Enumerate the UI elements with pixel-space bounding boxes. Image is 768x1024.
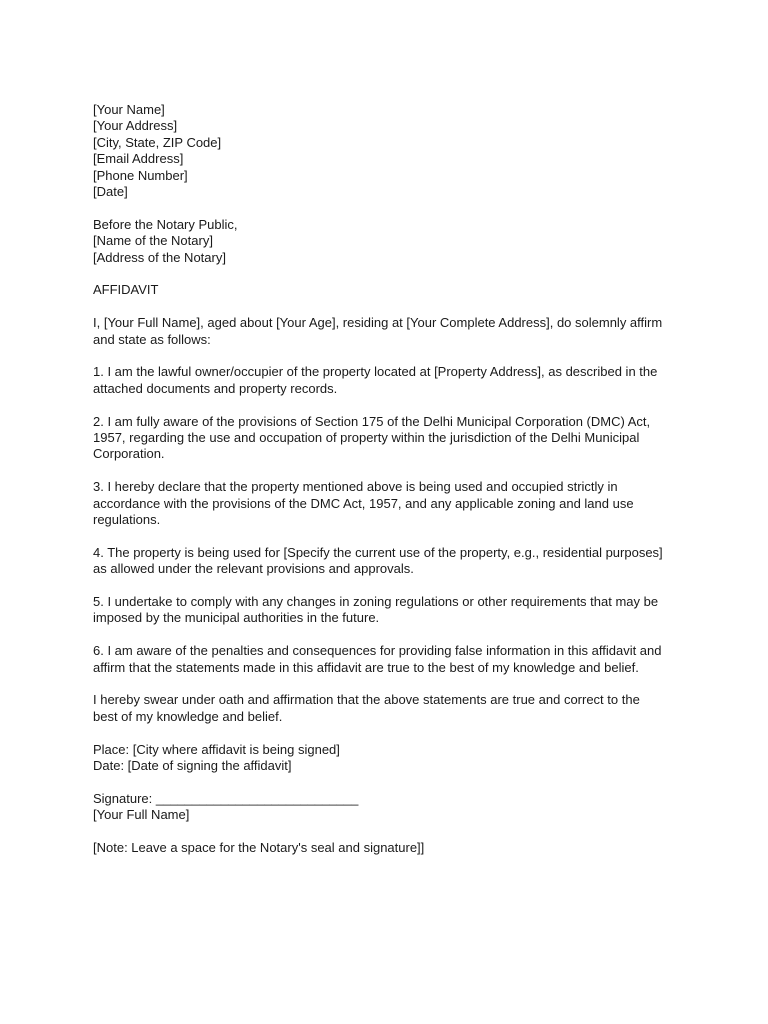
signature-line: Signature: ____________________________ — [93, 790, 359, 806]
clause-3 — [93, 479, 683, 528]
spacer — [93, 578, 683, 594]
spacer — [93, 824, 683, 840]
clause-line: imposed by the municipal authorities in the future. — [93, 610, 380, 626]
spacer — [93, 299, 683, 315]
sender-email: [Email Address] — [93, 151, 184, 167]
clause-line: Corporation. — [93, 446, 165, 462]
sender-phone: [Phone Number] — [93, 167, 188, 183]
sender-date: [Date] — [93, 184, 128, 200]
spacer — [93, 676, 683, 692]
clause-line: 6. I am aware of the penalties and consequences for providing false information in this affidavit and — [93, 643, 662, 659]
document-page — [93, 102, 683, 856]
spacer — [93, 725, 683, 741]
notary-note: [Note: Leave a space for the Notary's seal and signature]] — [93, 840, 425, 856]
clause-line: 1957, regarding the use and occupation of property within the jurisdiction of the Delhi Municipal — [93, 430, 640, 446]
oath-line: I hereby swear under oath and affirmation that the above statements are true and correct to the — [93, 692, 640, 708]
spacer — [93, 774, 683, 790]
clause-line: 3. I hereby declare that the property mentioned above is being used and occupied strictly in — [93, 479, 618, 495]
clause-1 — [93, 364, 683, 397]
document-heading: AFFIDAVIT — [93, 282, 159, 298]
sender-address: [Your Address] — [93, 118, 178, 134]
recipient-salutation: Before the Notary Public, — [93, 216, 238, 232]
clause-6 — [93, 643, 683, 676]
spacer — [93, 266, 683, 282]
clause-2 — [93, 414, 683, 463]
place-line: Place: [City where affidavit is being signed] — [93, 741, 340, 757]
clause-line: attached documents and property records. — [93, 380, 338, 396]
clause-line: as allowed under the relevant provisions and approvals. — [93, 561, 414, 577]
recipient-name: [Name of the Notary] — [93, 233, 213, 249]
oath-line: best of my knowledge and belief. — [93, 708, 283, 724]
spacer — [93, 348, 683, 364]
signature-block — [93, 791, 683, 824]
clause-line: accordance with the provisions of the DMC Act, 1957, and any applicable zoning and land use — [93, 495, 634, 511]
clause-line: 2. I am fully aware of the provisions of Section 175 of the Delhi Municipal Corporation (DMC) Act, — [93, 413, 651, 429]
clause-line: 5. I undertake to comply with any changes in zoning regulations or other requirements that may be — [93, 594, 659, 610]
intro-line: and state as follows: — [93, 331, 211, 347]
recipient-block — [93, 217, 683, 266]
spacer — [93, 528, 683, 544]
clause-4 — [93, 545, 683, 578]
recipient-address: [Address of the Notary] — [93, 249, 226, 265]
oath-paragraph — [93, 692, 683, 725]
signature-name: [Your Full Name] — [93, 807, 190, 823]
sender-name: [Your Name] — [93, 102, 165, 117]
spacer — [93, 200, 683, 216]
sender-block — [93, 102, 683, 200]
spacer — [93, 463, 683, 479]
intro-paragraph — [93, 315, 683, 348]
clause-line: affirm that the statements made in this affidavit are true to the best of my knowledge and belief. — [93, 659, 639, 675]
sender-city-state-zip: [City, State, ZIP Code] — [93, 134, 222, 150]
clause-line: 1. I am the lawful owner/occupier of the property located at [Property Address], as described in the — [93, 364, 658, 380]
clause-5 — [93, 594, 683, 627]
spacer — [93, 397, 683, 413]
clause-line: 4. The property is being used for [Specify the current use of the property, e.g., residential purposes] — [93, 544, 663, 560]
spacer — [93, 627, 683, 643]
intro-line: I, [Your Full Name], aged about [Your Age], residing at [Your Complete Address], do solemnly affirm — [93, 315, 663, 331]
place-date-block — [93, 742, 683, 775]
clause-line: regulations. — [93, 512, 161, 528]
signing-date-line: Date: [Date of signing the affidavit] — [93, 758, 292, 774]
